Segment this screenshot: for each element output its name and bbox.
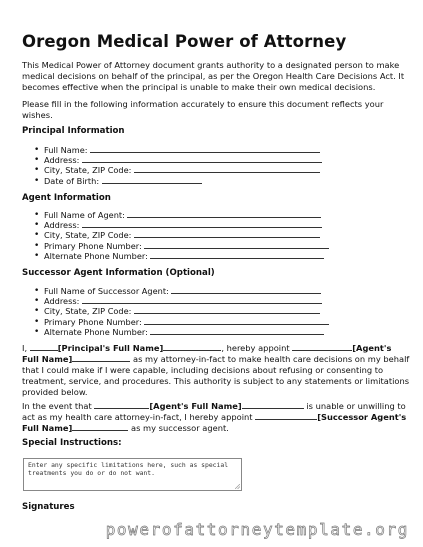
successor-appointment-paragraph: In the event that [Agent's Full Name] is unable or unwilling to act as my health care attorney-in-fact, I hereby appoint [Successor Agent's Full Name] as my successor agent. bbox=[22, 401, 407, 433]
agent-full-name-field[interactable]: • Full Name of Agent: bbox=[44, 210, 329, 220]
successor-name-placeholder: [Successor Agent's Full Name] bbox=[22, 412, 407, 433]
successor-address-field[interactable]: • Address: bbox=[44, 296, 329, 306]
instruction-paragraph: Please fill in the following information accurately to ensure this document reflects your wishes. bbox=[22, 99, 384, 120]
agent-heading: Agent Information bbox=[22, 193, 111, 203]
agent-name-placeholder-2: [Agent's Full Name] bbox=[149, 401, 242, 411]
principal-field-list bbox=[22, 145, 322, 186]
principal-full-name-line[interactable] bbox=[90, 145, 320, 153]
agent-city-field[interactable]: • City, State, ZIP Code: bbox=[44, 230, 329, 240]
principal-dob-line[interactable] bbox=[102, 176, 202, 184]
agent-name-placeholder: [Agent's Full Name] bbox=[22, 343, 392, 364]
agent-full-name-line[interactable] bbox=[127, 210, 321, 218]
special-instructions-heading: Special Instructions: bbox=[22, 438, 122, 448]
document-title: Oregon Medical Power of Attorney bbox=[22, 32, 347, 51]
watermark: powerofattorneytemplate.org bbox=[105, 520, 409, 539]
agent-alternate-phone-field[interactable]: • Alternate Phone Number: bbox=[44, 251, 329, 261]
successor-heading: Successor Agent Information (Optional) bbox=[22, 268, 215, 278]
principal-address-line[interactable] bbox=[82, 155, 322, 163]
successor-alternate-phone-field[interactable]: • Alternate Phone Number: bbox=[44, 327, 329, 337]
principal-city-field[interactable]: • City, State, ZIP Code: bbox=[44, 165, 322, 175]
successor-full-name-line[interactable] bbox=[171, 286, 321, 294]
agent-alternate-phone-line[interactable] bbox=[150, 251, 324, 259]
agent-address-line[interactable] bbox=[82, 220, 322, 228]
special-instructions-placeholder: Enter any specific limitations here, such as special treatments you do or do not want. bbox=[28, 461, 229, 477]
successor-city-field[interactable]: • City, State, ZIP Code: bbox=[44, 306, 329, 316]
principal-heading: Principal Information bbox=[22, 126, 125, 136]
successor-primary-phone-field[interactable]: • Primary Phone Number: bbox=[44, 317, 329, 327]
principal-full-name-field[interactable]: • Full Name: bbox=[44, 145, 322, 155]
signatures-heading: Signatures bbox=[22, 502, 75, 512]
principal-dob-field[interactable]: • Date of Birth: bbox=[44, 176, 322, 186]
principal-name-placeholder: [Principal's Full Name] bbox=[57, 343, 164, 353]
successor-full-name-field[interactable]: • Full Name of Successor Agent: bbox=[44, 286, 329, 296]
appointment-paragraph: I, [Principal's Full Name] , hereby appoint [Agent's Full Name] as my attorney-in-fact to make health care decisions on my behalf that I could make if I were capable, including decisions about refusing or consenting to treatment, service, and procedures. This authority is subject to any statements or limitations provided below. bbox=[22, 343, 410, 397]
agent-city-line[interactable] bbox=[134, 230, 320, 238]
successor-alternate-phone-line[interactable] bbox=[150, 327, 324, 335]
resize-handle-icon[interactable] bbox=[235, 484, 240, 489]
special-instructions-textarea[interactable] bbox=[23, 458, 242, 491]
agent-address-field[interactable]: • Address: bbox=[44, 220, 329, 230]
successor-city-line[interactable] bbox=[134, 306, 320, 314]
successor-primary-phone-line[interactable] bbox=[144, 317, 329, 325]
agent-field-list bbox=[22, 210, 329, 261]
successor-field-list bbox=[22, 286, 329, 337]
agent-primary-phone-line[interactable] bbox=[144, 241, 329, 249]
principal-city-line[interactable] bbox=[134, 165, 320, 173]
agent-primary-phone-field[interactable]: • Primary Phone Number: bbox=[44, 241, 329, 251]
intro-paragraph: This Medical Power of Attorney document grants authority to a designated person to make medical decisions on behalf of the principal, as per the Oregon Health Care Decisions Act. It becomes effective when the principal is unable to make their own medical decisions. bbox=[22, 60, 405, 92]
successor-address-line[interactable] bbox=[82, 296, 322, 304]
principal-address-field[interactable]: • Address: bbox=[44, 155, 322, 165]
